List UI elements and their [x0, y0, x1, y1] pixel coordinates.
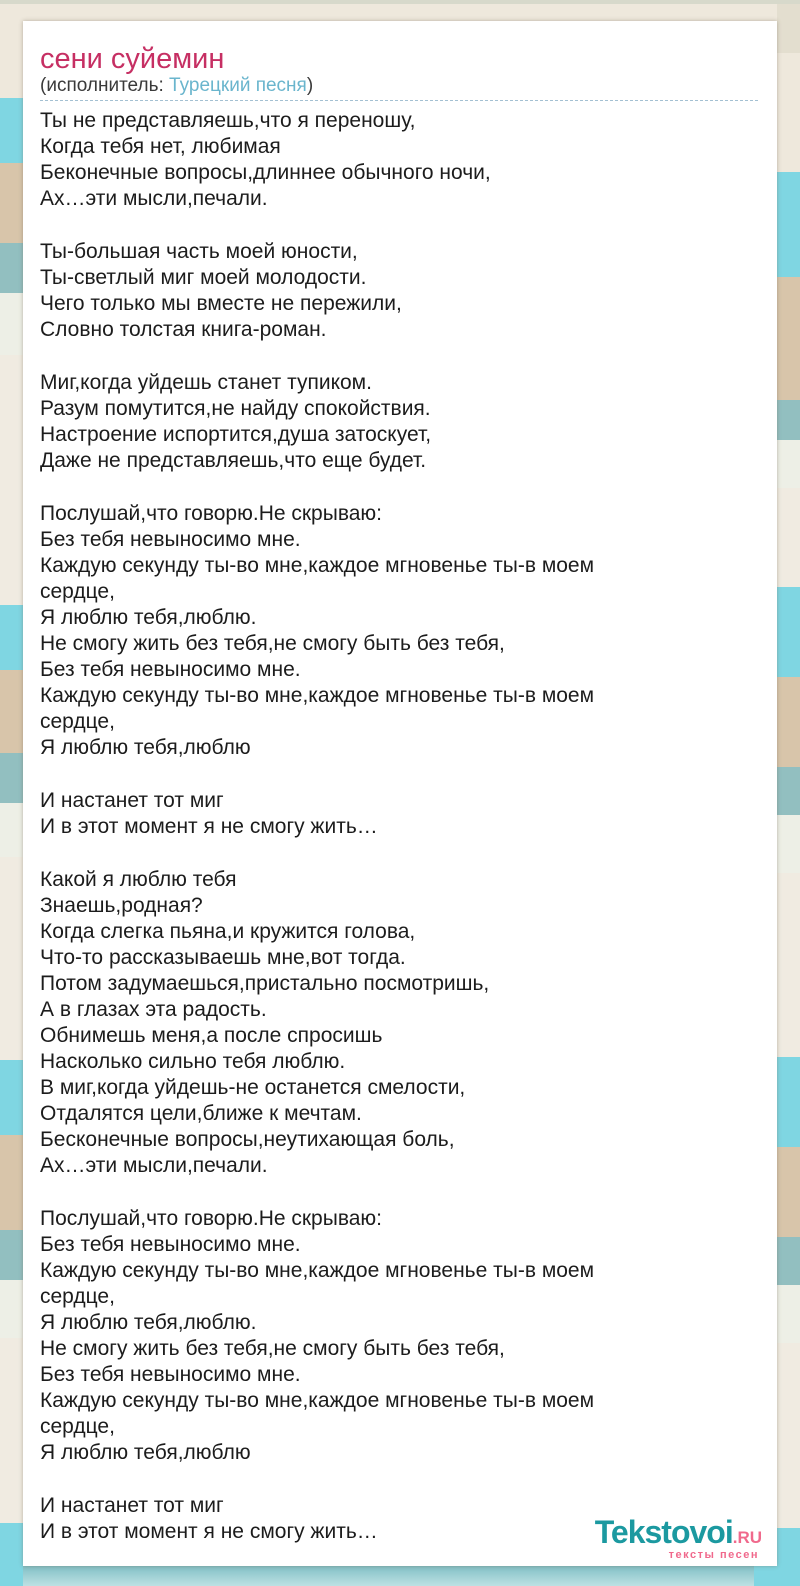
stanza: И настанет тот миг И в этот момент я не смогу жить… [40, 789, 378, 838]
logo-text: Tekstovoi [594, 1514, 733, 1550]
stanza: Ты-большая часть моей юности, Ты-светлый миг моей молодости. Чего только мы вместе не пережили, Словно толстая книга-роман. [40, 240, 402, 341]
stanza: И настанет тот миг И в этот момент я не смогу жить… [40, 1494, 378, 1543]
stanza: Ты не представляешь,что я переношу, Когда тебя нет, любимая Беконечные вопросы,длиннее обычного ночи, Ах…эти мысли,печали. [40, 109, 491, 210]
bottom-stripe-band [23, 1566, 754, 1586]
stanza: Послушай,что говорю.Не скрываю: Без тебя невыносимо мне. Каждую секунду ты-во мне,каждое мгновенье ты-в моем сердце, Я люблю тебя,люблю. Не смогу жить без тебя,не смогу быть без тебя, Без тебя невыносимо мне. Каждую секунду ты-во мне,каждое мгновенье ты-в моем сердце, Я люблю тебя,люблю [40, 1207, 595, 1464]
artist-label: (исполнитель: [40, 75, 170, 96]
stanza: Миг,когда уйдешь станет тупиком. Разум помутится,не найду спокойствия. Настроение испортится,душа затоскует, Даже не представляешь,что еще будет. [40, 371, 432, 472]
logo-domain-suffix: .RU [732, 1528, 762, 1547]
stanza: Какой я люблю тебя Знаешь,родная? Когда слегка пьяна,и кружится голова, Что-то рассказываешь мне,вот тогда. Потом задумаешься,пристально посмотришь, А в глазах эта радость. Обнимешь меня,а после спросишь Насколько сильно тебя люблю. В миг,когда уйдешь-не останется смелости, Отдалятся цели,ближе к мечтам. Бесконечные вопросы,неутихающая боль, Ах…эти мысли,печали. [40, 868, 490, 1177]
stanza: Послушай,что говорю.Не скрываю: Без тебя невыносимо мне. Каждую секунду ты-во мне,каждое мгновенье ты-в моем сердце, Я люблю тебя,люблю. Не смогу жить без тебя,не смогу быть без тебя, Без тебя невыносимо мне. Каждую секунду ты-во мне,каждое мгновенье ты-в моем сердце, Я люблю тебя,люблю [40, 502, 595, 759]
artist-link[interactable]: Турецкий песня [169, 75, 307, 96]
artist-line [40, 75, 758, 101]
lyrics-text [40, 108, 758, 1545]
page-title: сени суйемин [40, 43, 225, 75]
artist-label-close: ) [306, 75, 314, 96]
logo-wordmark [595, 1516, 762, 1548]
lyrics-card [23, 21, 777, 1566]
right-stripe-background [777, 0, 800, 1586]
logo-tagline: тексты песен [668, 1549, 759, 1561]
site-logo-link[interactable] [595, 1516, 762, 1561]
